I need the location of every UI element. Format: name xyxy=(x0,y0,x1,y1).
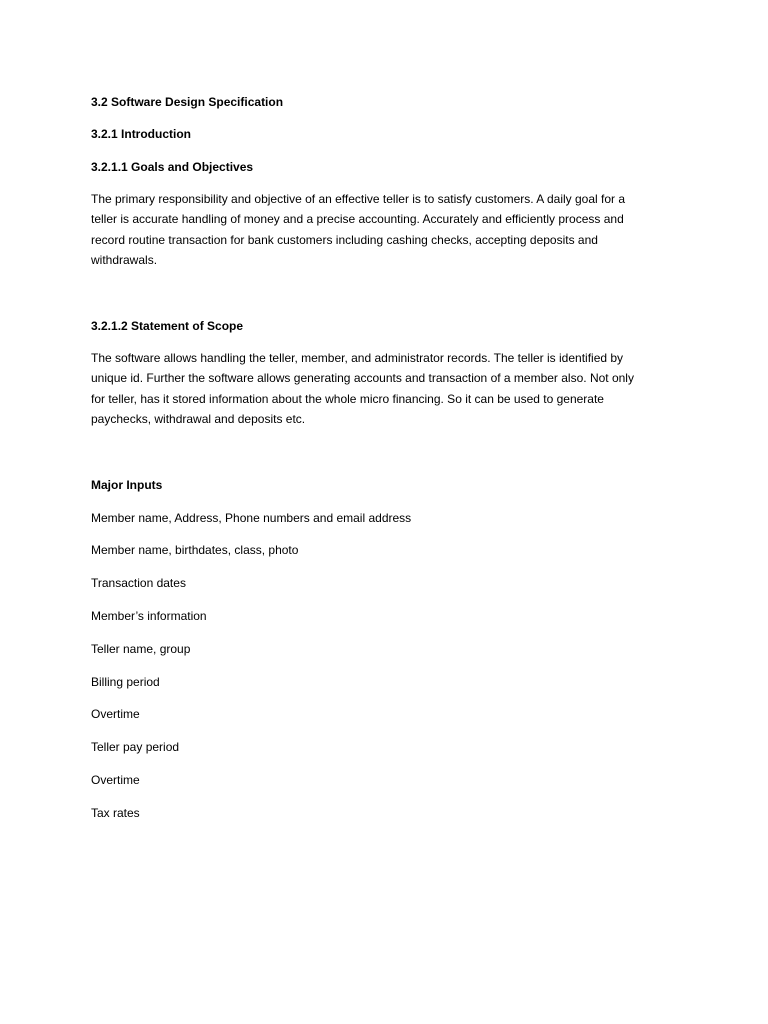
scope-line: The software allows handling the teller, member, and administrator records. The teller is identified by xyxy=(91,351,624,365)
goals-line: teller is accurate handling of money and a precise accounting. Accurately and efficiently process and xyxy=(91,212,624,227)
major-input-item: Transaction dates xyxy=(91,576,186,590)
major-input-item: Teller name, group xyxy=(91,642,191,656)
goals-heading: 3.2.1.1 Goals and Objectives xyxy=(91,160,254,174)
scope-line: for teller, has it stored information about the whole micro financing. So it can be used to generate xyxy=(91,391,604,406)
goals-line: record routine transaction for bank customers including cashing checks, accepting deposits and xyxy=(91,232,598,247)
subsection-title: 3.2.1 Introduction xyxy=(91,127,192,141)
goals-paragraph xyxy=(91,189,681,270)
major-input-item: Member name, Address, Phone numbers and email address xyxy=(91,511,412,525)
major-input-item: Overtime xyxy=(91,773,140,787)
scope-paragraph xyxy=(91,348,681,429)
scope-line: unique id. Further the software allows generating accounts and transaction of a member also. Not only xyxy=(91,371,634,386)
major-input-item: Tax rates xyxy=(91,806,140,820)
goals-line: The primary responsibility and objective of an effective teller is to satisfy customers. A daily goal for a xyxy=(91,192,626,206)
major-input-item: Teller pay period xyxy=(91,740,180,754)
scope-line: paychecks, withdrawal and deposits etc. xyxy=(91,411,306,426)
major-input-item: Billing period xyxy=(91,675,160,689)
goals-line: withdrawals. xyxy=(91,252,158,267)
major-input-item: Member’s information xyxy=(91,609,207,623)
major-input-item: Member name, birthdates, class, photo xyxy=(91,543,299,557)
scope-heading: 3.2.1.2 Statement of Scope xyxy=(91,319,244,333)
major-inputs-heading: Major Inputs xyxy=(91,478,163,492)
section-title: 3.2 Software Design Specification xyxy=(91,95,284,109)
major-input-item: Overtime xyxy=(91,707,140,721)
